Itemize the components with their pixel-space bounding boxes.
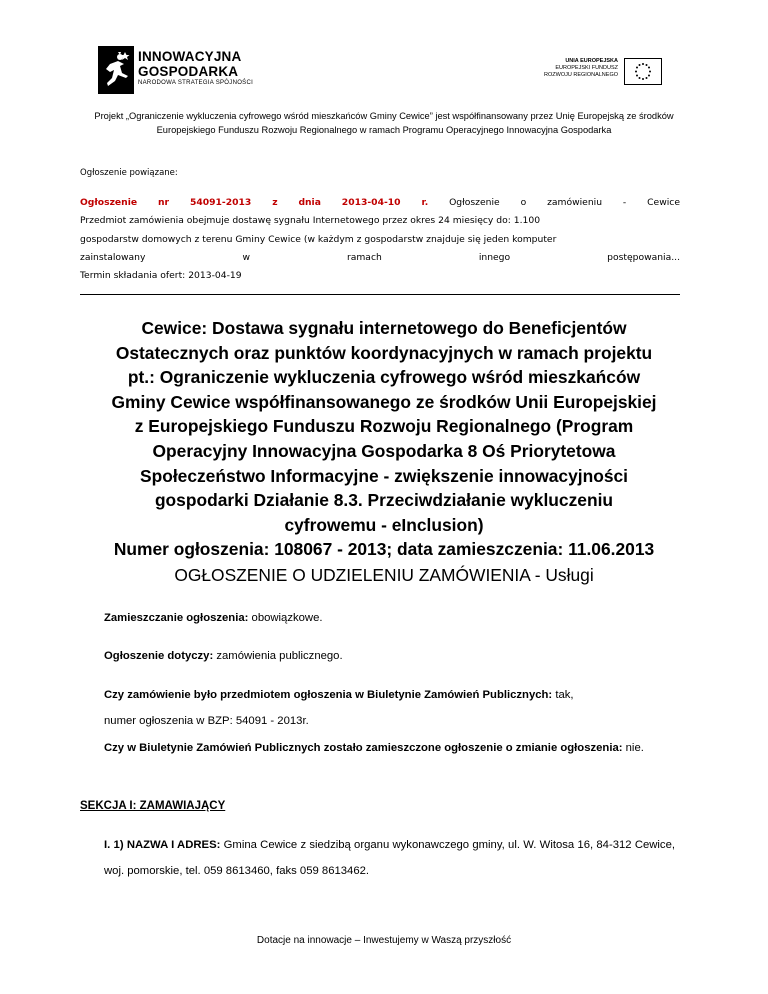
eu-flag-icon — [624, 58, 662, 85]
runner-figure-icon — [98, 46, 134, 94]
title-line: Operacyjny Innowacyjna Gospodarka 8 Oś Priorytetowa — [152, 440, 616, 461]
eu-logo-line3: ROZWOJU REGIONALNEGO — [544, 72, 618, 78]
bzp-value: tak, — [552, 689, 574, 701]
related-word: Ogłoszenie — [449, 197, 500, 208]
related-word: dnia — [298, 197, 321, 208]
related-word: Ogłoszenie — [80, 197, 138, 208]
change-field — [104, 735, 675, 761]
section-heading: SEKCJA I: ZAMAWIAJĄCY — [80, 800, 226, 812]
related-line3: gospodarstw domowych z terenu Gminy Cewice (w każdym z gospodarstw znajduje się jeden komputer — [80, 233, 557, 245]
logo-text-line3: NARODOWA STRATEGIA SPÓJNOŚCI — [138, 80, 254, 86]
notice-type: OGŁOSZENIE O UDZIELENIU ZAMÓWIENIA - Usługi — [174, 565, 594, 585]
page-footer: Dotacje na innowacje – Inwestujemy w Waszą przyszłość — [256, 935, 512, 946]
innowacyjna-gospodarka-logo — [98, 46, 254, 96]
related-word: postępowania... — [607, 251, 680, 263]
placement-label: Zamieszczanie ogłoszenia: — [104, 612, 249, 624]
related-word: Cewice — [647, 197, 680, 208]
eu-logo-line2: EUROPEJSKI FUNDUSZ — [555, 65, 618, 71]
related-word: zamówieniu — [547, 197, 603, 208]
title-line: z Europejskiego Funduszu Rozwoju Regionalnego (Program — [134, 416, 634, 437]
related-line4 — [80, 249, 680, 267]
logo-text-line2: GOSPODARKA — [138, 64, 239, 79]
title-line: Cewice: Dostawa sygnału internetowego do Beneficjentów — [141, 318, 627, 338]
related-word: ramach — [346, 251, 382, 263]
title-line: Społeczeństwo Informacyjne - zwiększenie innowacyjności — [139, 465, 629, 486]
related-announcement[interactable] — [80, 194, 680, 285]
address-field — [104, 832, 675, 884]
related-word: zainstalowany — [80, 251, 146, 263]
title-line: Gminy Cewice współfinansowanego ze środków Unii Europejskiej — [111, 391, 657, 412]
concerns-value: zamówienia publicznego. — [213, 650, 343, 662]
related-word: innego — [478, 251, 511, 263]
eu-logo — [542, 58, 662, 88]
concerns-field — [104, 643, 675, 669]
related-word: 54091-2013 — [189, 197, 252, 208]
related-word: o — [520, 197, 527, 208]
address-value: Gmina Cewice z siedzibą organu wykonawczego gminy, ul. W. Witosa 16, 84-312 Cewice, woj. pomorskie, tel. 059 8613460, faks 059 8613462. — [104, 839, 676, 877]
horizontal-rule — [80, 294, 680, 295]
address-label: I. 1) NAZWA I ADRES: — [104, 839, 221, 851]
placement-field — [104, 605, 675, 631]
bzp-field — [104, 682, 675, 708]
eu-logo-line1: UNIA EUROPEJSKA — [565, 58, 618, 64]
related-word: nr — [157, 197, 170, 208]
title-line: pt.: Ograniczenie wykluczenia cyfrowego wśród mieszkańców — [127, 367, 641, 388]
related-word: 2013-04-10 — [341, 197, 401, 208]
change-label: Czy w Biuletynie Zamówień Publicznych zostało zamieszczone ogłoszenie o zmianie ogłoszenia: — [104, 742, 623, 754]
related-label: Ogłoszenie powiązane: — [80, 168, 178, 178]
concerns-label: Ogłoszenie dotyczy: — [104, 650, 214, 662]
title-line: Ostatecznych oraz punktów koordynacyjnych w ramach projektu — [115, 342, 653, 363]
eu-stars-icon — [625, 59, 661, 84]
title-line: cyfrowemu - eInclusion) — [284, 514, 484, 535]
related-word: w — [242, 251, 250, 263]
bzp-number: numer ogłoszenia w BZP: 54091 - 2013r. — [104, 715, 309, 727]
project-note: Projekt „Ograniczenie wykluczenia cyfrowego wśród mieszkańców Gminy Cewice” jest współfinansowany przez Unię Europejską ze środków Europejskiego Funduszu Rozwoju Regionalnego w ramach Programu Operacyjnego Innowacyjna Gospodarka — [94, 111, 674, 135]
notice-title — [80, 316, 688, 562]
logo-text-line1: INNOWACYJNA — [138, 49, 242, 64]
related-word: r. — [421, 197, 429, 208]
notice-number-line: Numer ogłoszenia: 108067 - 2013; data zamieszczenia: 11.06.2013 — [113, 539, 655, 560]
related-line5: Termin składania ofert: 2013-04-19 — [80, 270, 242, 282]
title-line: gospodarki Działanie 8.3. Przeciwdziałanie wykluczeniu — [154, 490, 614, 511]
related-word: z — [272, 197, 278, 208]
related-line2: Przedmiot zamówienia obejmuje dostawę sygnału Internetowego przez okres 24 miesięcy do: 1.100 — [80, 215, 541, 227]
related-word: - — [622, 197, 627, 208]
placement-value: obowiązkowe. — [248, 612, 323, 624]
bzp-label: Czy zamówienie było przedmiotem ogłoszenia w Biuletynie Zamówień Publicznych: — [104, 689, 553, 701]
change-value: nie. — [622, 742, 644, 754]
eu-logo-text — [542, 58, 618, 79]
related-line1 — [80, 194, 680, 212]
